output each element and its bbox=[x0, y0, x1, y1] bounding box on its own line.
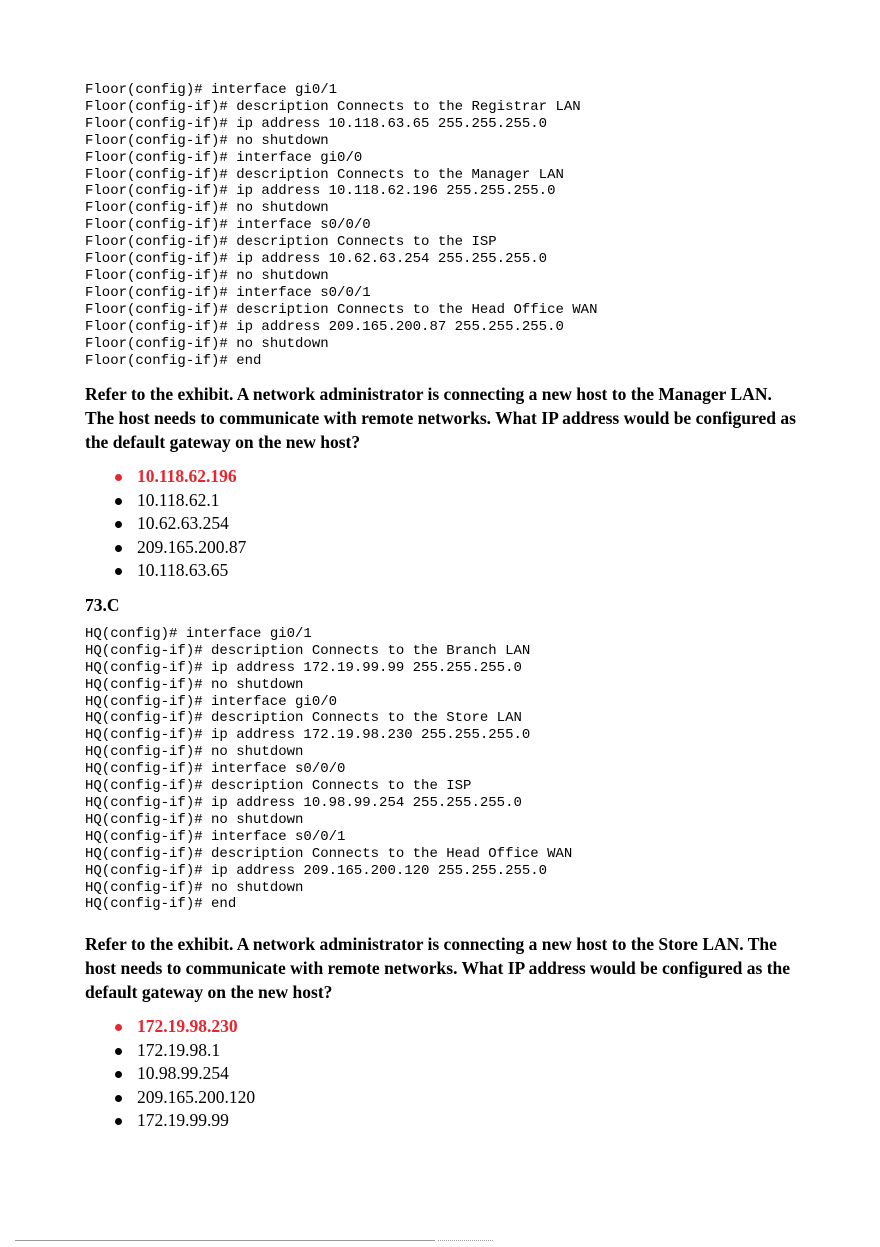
code-line: Floor(config-if)# no shutdown bbox=[85, 200, 329, 217]
answer-text: 209.165.200.120 bbox=[137, 1086, 256, 1107]
question-text: Refer to the exhibit. A network administrator is connecting a new host to the Manager LAN. The host needs to communicate with remote networks. What IP address would be configured as the default gateway on the new host? bbox=[85, 384, 796, 453]
bullet-icon bbox=[115, 545, 122, 552]
code-line: HQ(config-if)# interface gi0/0 bbox=[85, 693, 338, 710]
code-line: Floor(config-if)# interface gi0/0 bbox=[85, 149, 363, 166]
code-line: HQ(config-if)# description Connects to the ISP bbox=[85, 778, 472, 795]
code-line: HQ(config-if)# ip address 172.19.99.99 255.255.255.0 bbox=[85, 659, 522, 676]
answer-text: 172.19.98.1 bbox=[137, 1039, 221, 1060]
code-line: HQ(config-if)# no shutdown bbox=[85, 744, 304, 761]
bullet-icon bbox=[115, 1095, 122, 1102]
code-line: Floor(config-if)# ip address 10.62.63.254 255.255.255.0 bbox=[85, 251, 548, 268]
config-exhibit-hq bbox=[85, 626, 805, 913]
code-line: HQ(config-if)# description Connects to the Head Office WAN bbox=[85, 845, 573, 862]
config-exhibit-floor bbox=[85, 82, 805, 369]
code-line: Floor(config-if)# interface s0/0/0 bbox=[85, 217, 371, 234]
answer-option[interactable] bbox=[85, 1062, 805, 1086]
answer-option[interactable] bbox=[85, 536, 805, 560]
code-line: HQ(config-if)# ip address 172.19.98.230 255.255.255.0 bbox=[85, 727, 531, 744]
bullet-icon bbox=[115, 1024, 122, 1031]
answer-text: 10.118.63.65 bbox=[137, 560, 229, 581]
page-footer-divider bbox=[15, 1240, 435, 1241]
answer-text: 10.118.62.196 bbox=[137, 466, 237, 487]
code-line: HQ(config-if)# no shutdown bbox=[85, 879, 304, 896]
answer-text: 172.19.98.230 bbox=[137, 1016, 238, 1037]
bullet-icon bbox=[115, 498, 122, 505]
answer-option[interactable] bbox=[85, 1086, 805, 1110]
bullet-icon bbox=[115, 1048, 122, 1055]
code-line: Floor(config)# interface gi0/1 bbox=[85, 82, 338, 98]
document-page bbox=[85, 82, 805, 1133]
question-number-heading: 73.C bbox=[85, 594, 120, 615]
code-line: HQ(config-if)# interface s0/0/0 bbox=[85, 761, 346, 778]
answer-text: 10.118.62.1 bbox=[137, 489, 220, 510]
bullet-icon bbox=[115, 1071, 122, 1078]
code-line: Floor(config-if)# no shutdown bbox=[85, 267, 329, 284]
answer-option[interactable] bbox=[85, 489, 805, 513]
code-line: HQ(config-if)# description Connects to the Branch LAN bbox=[85, 642, 531, 659]
answer-option[interactable] bbox=[85, 1039, 805, 1063]
question-text: Refer to the exhibit. A network administrator is connecting a new host to the Store LAN. The host needs to communicate with remote networks. What IP address would be configured as the default gateway on the new host? bbox=[85, 934, 791, 1003]
code-line: Floor(config-if)# description Connects to the Registrar LAN bbox=[85, 98, 581, 115]
bullet-icon bbox=[115, 474, 122, 481]
code-line: HQ(config-if)# ip address 209.165.200.120 255.255.255.0 bbox=[85, 862, 548, 879]
code-line: Floor(config-if)# ip address 209.165.200.87 255.255.255.0 bbox=[85, 318, 564, 335]
code-line: HQ(config-if)# no shutdown bbox=[85, 676, 304, 693]
code-line: HQ(config)# interface gi0/1 bbox=[85, 625, 312, 642]
code-line: HQ(config-if)# ip address 10.98.99.254 255.255.255.0 bbox=[85, 794, 522, 811]
answer-text: 10.62.63.254 bbox=[137, 513, 229, 534]
code-line: Floor(config-if)# description Connects to the ISP bbox=[85, 234, 497, 251]
answer-list bbox=[85, 465, 805, 583]
code-line: HQ(config-if)# description Connects to the Store LAN bbox=[85, 710, 522, 727]
code-line: Floor(config-if)# no shutdown bbox=[85, 132, 329, 149]
answer-text: 172.19.99.99 bbox=[137, 1110, 229, 1131]
code-line: HQ(config-if)# interface s0/0/1 bbox=[85, 828, 346, 845]
answer-option-correct[interactable] bbox=[85, 465, 805, 489]
code-line: Floor(config-if)# description Connects to the Head Office WAN bbox=[85, 301, 598, 318]
bullet-icon bbox=[115, 521, 122, 528]
answer-option[interactable] bbox=[85, 559, 805, 583]
code-line: Floor(config-if)# end bbox=[85, 352, 262, 369]
code-line: Floor(config-if)# ip address 10.118.63.65 255.255.255.0 bbox=[85, 115, 548, 132]
code-line: Floor(config-if)# ip address 10.118.62.196 255.255.255.0 bbox=[85, 183, 556, 200]
code-line: Floor(config-if)# no shutdown bbox=[85, 335, 329, 352]
page-footer-divider bbox=[438, 1240, 493, 1241]
bullet-icon bbox=[115, 568, 122, 575]
code-line: Floor(config-if)# interface s0/0/1 bbox=[85, 284, 371, 301]
answer-option[interactable] bbox=[85, 512, 805, 536]
answer-list bbox=[85, 1015, 805, 1133]
answer-option[interactable] bbox=[85, 1109, 805, 1133]
code-line: HQ(config-if)# end bbox=[85, 896, 237, 913]
answer-text: 209.165.200.87 bbox=[137, 536, 247, 557]
code-line: Floor(config-if)# description Connects to the Manager LAN bbox=[85, 166, 564, 183]
bullet-icon bbox=[115, 1118, 122, 1125]
code-line: HQ(config-if)# no shutdown bbox=[85, 811, 304, 828]
answer-option-correct[interactable] bbox=[85, 1015, 805, 1039]
answer-text: 10.98.99.254 bbox=[137, 1063, 229, 1084]
